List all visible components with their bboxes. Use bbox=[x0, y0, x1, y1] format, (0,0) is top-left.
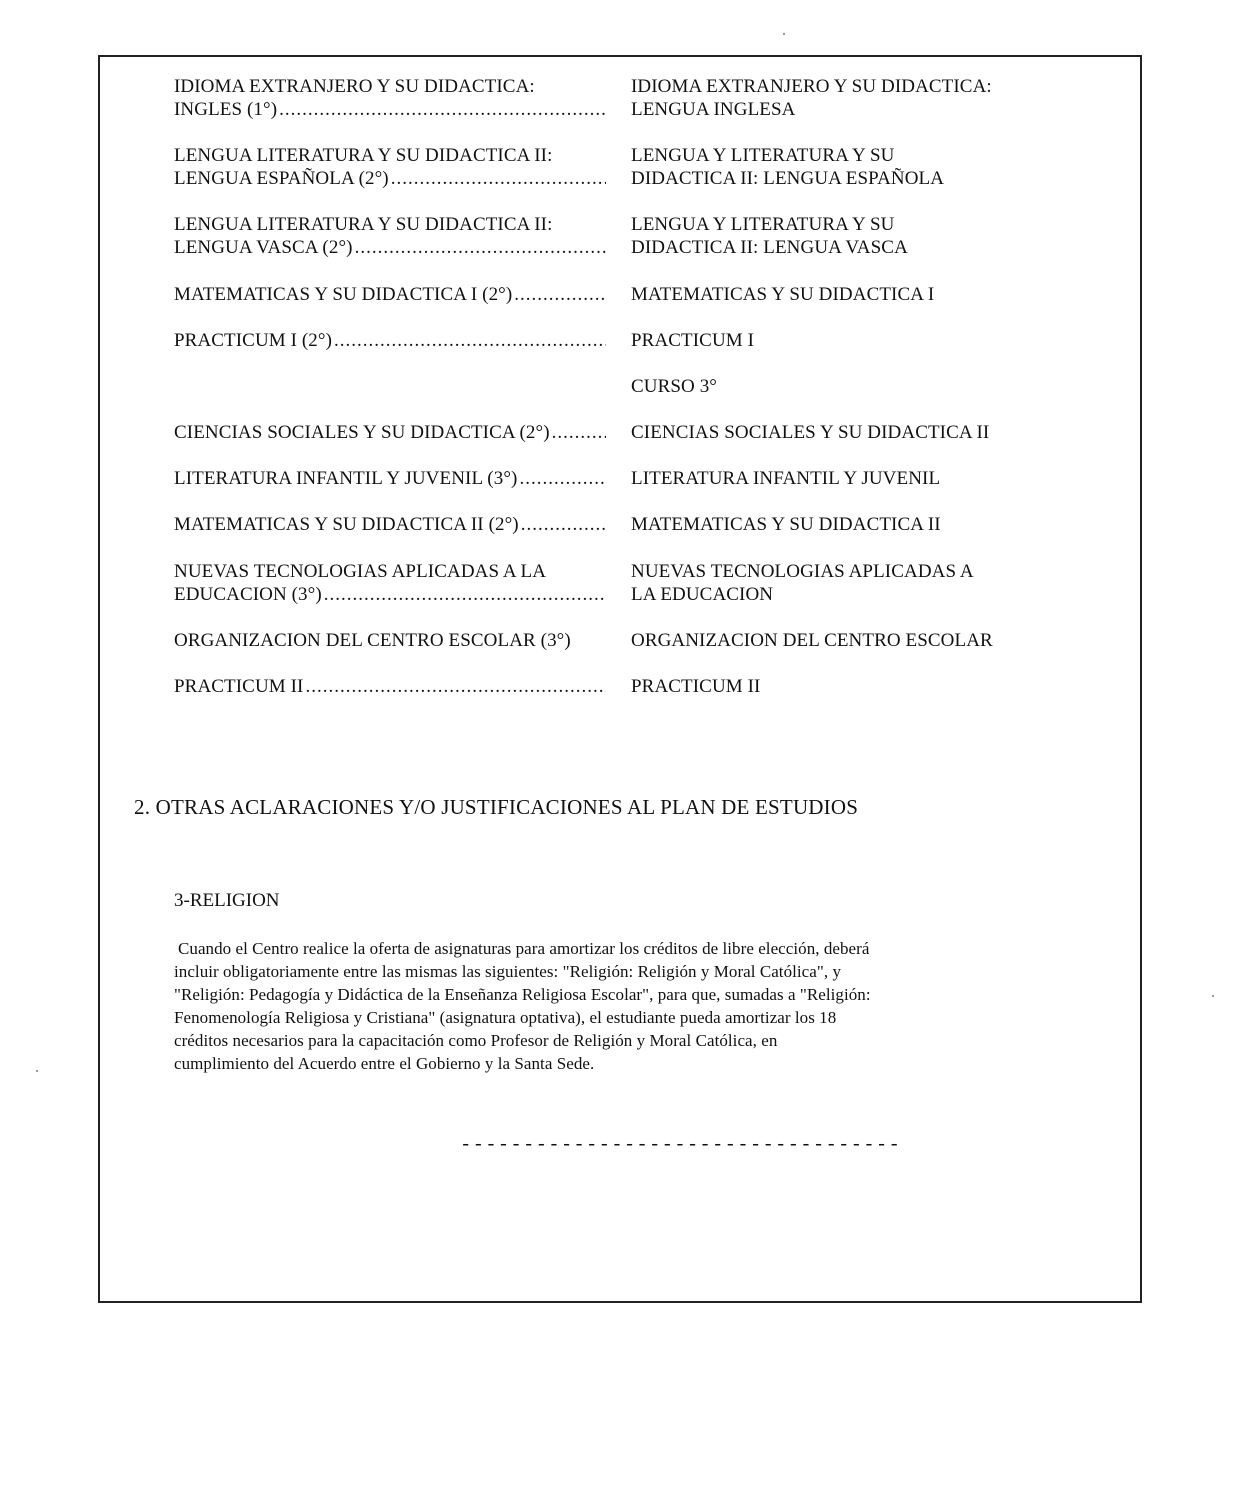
course-name: LA EDUCACION bbox=[631, 584, 774, 605]
new-course-cell bbox=[631, 283, 1051, 306]
course-name: DIDACTICA II: LENGUA ESPAÑOLA bbox=[631, 168, 945, 189]
scan-speck bbox=[783, 33, 785, 35]
course-name: MATEMATICAS Y SU DIDACTICA I bbox=[631, 284, 935, 305]
document-frame bbox=[98, 55, 1142, 1303]
course-name: CIENCIAS SOCIALES Y SU DIDACTICA II bbox=[631, 422, 990, 443]
dot-leader bbox=[552, 421, 606, 444]
course-name: PRACTICUM II bbox=[174, 676, 304, 697]
course-name: CIENCIAS SOCIALES Y SU DIDACTICA (2°) bbox=[174, 422, 550, 443]
paragraph-line: cumplimiento del Acuerdo entre el Gobierno y la Santa Sede. bbox=[174, 1054, 595, 1073]
course-name: INGLES (1°) bbox=[174, 99, 278, 120]
old-course-cell bbox=[174, 513, 606, 536]
old-course-cell bbox=[174, 213, 606, 259]
course-name: NUEVAS TECNOLOGIAS APLICADAS A bbox=[631, 561, 974, 582]
old-course-cell bbox=[174, 629, 606, 652]
new-course-cell bbox=[631, 213, 1051, 259]
course-name: PRACTICUM I bbox=[631, 330, 755, 351]
paragraph-line: "Religión: Pedagogía y Didáctica de la Enseñanza Religiosa Escolar", para que, sumadas a "Religión: bbox=[174, 985, 871, 1004]
new-course-cell bbox=[631, 144, 1051, 190]
old-course-cell bbox=[174, 421, 606, 444]
course-name: LENGUA Y LITERATURA Y SU bbox=[631, 145, 895, 166]
course-name: IDIOMA EXTRANJERO Y SU DIDACTICA: bbox=[174, 76, 535, 97]
dot-leader bbox=[324, 583, 606, 606]
course-name: LENGUA ESPAÑOLA (2°) bbox=[174, 168, 389, 189]
section-heading: 2. OTRAS ACLARACIONES Y/O JUSTIFICACIONES AL PLAN DE ESTUDIOS bbox=[134, 795, 859, 819]
course-name: ORGANIZACION DEL CENTRO ESCOLAR bbox=[631, 630, 993, 651]
dot-leader bbox=[279, 98, 606, 121]
scan-speck bbox=[1212, 995, 1214, 997]
old-course-cell bbox=[174, 75, 606, 121]
dot-leader bbox=[521, 513, 606, 536]
paragraph-line: Fenomenología Religiosa y Cristiana" (asignatura optativa), el estudiante pueda amortizar los 18 bbox=[174, 1008, 837, 1027]
course-name: PRACTICUM I (2°) bbox=[174, 330, 333, 351]
religion-paragraph bbox=[174, 937, 1054, 1075]
new-course-cell bbox=[631, 560, 1051, 606]
dot-leader bbox=[334, 329, 606, 352]
course-name: DIDACTICA II: LENGUA VASCA bbox=[631, 237, 908, 258]
course-year-label: CURSO 3° bbox=[631, 376, 718, 397]
course-name: LENGUA Y LITERATURA Y SU bbox=[631, 214, 895, 235]
course-name: LENGUA LITERATURA Y SU DIDACTICA II: bbox=[174, 214, 553, 235]
dot-leader bbox=[305, 675, 606, 698]
new-course-cell bbox=[631, 75, 1051, 121]
course-name: LENGUA VASCA (2°) bbox=[174, 237, 353, 258]
course-name: MATEMATICAS Y SU DIDACTICA I (2°) bbox=[174, 284, 513, 305]
old-course-cell bbox=[174, 560, 606, 606]
course-name: LITERATURA INFANTIL Y JUVENIL bbox=[631, 468, 941, 489]
course-name: LENGUA LITERATURA Y SU DIDACTICA II: bbox=[174, 145, 553, 166]
old-course-cell bbox=[174, 144, 606, 190]
course-name: PRACTICUM II bbox=[631, 676, 761, 697]
subsection-heading: 3-RELIGION bbox=[174, 890, 280, 911]
dot-leader bbox=[519, 467, 606, 490]
dashed-separator: ----------------------------------- bbox=[460, 1134, 902, 1156]
course-name: EDUCACION (3°) bbox=[174, 584, 322, 605]
paragraph-line: Cuando el Centro realice la oferta de asignaturas para amortizar los créditos de libre elección, deberá bbox=[178, 939, 870, 958]
new-course-cell bbox=[631, 467, 1051, 490]
old-course-cell bbox=[174, 675, 606, 698]
paragraph-line: créditos necesarios para la capacitación como Profesor de Religión y Moral Católica, en bbox=[174, 1031, 778, 1050]
scan-speck bbox=[36, 1070, 38, 1072]
course-year-heading bbox=[631, 375, 1051, 398]
course-name: ORGANIZACION DEL CENTRO ESCOLAR (3°) bbox=[174, 630, 571, 651]
new-course-cell bbox=[631, 329, 1051, 352]
course-name: IDIOMA EXTRANJERO Y SU DIDACTICA: bbox=[631, 76, 992, 97]
paragraph-line: incluir obligatoriamente entre las mismas las siguientes: "Religión: Religión y Moral Católica", y bbox=[174, 962, 842, 981]
new-course-cell bbox=[631, 513, 1051, 536]
dot-leader bbox=[355, 236, 606, 259]
old-course-cell bbox=[174, 467, 606, 490]
course-name: NUEVAS TECNOLOGIAS APLICADAS A LA bbox=[174, 561, 547, 582]
new-course-cell bbox=[631, 675, 1051, 698]
course-name: LENGUA INGLESA bbox=[631, 99, 796, 120]
old-course-cell bbox=[174, 283, 606, 306]
new-course-cell bbox=[631, 421, 1051, 444]
dot-leader bbox=[391, 167, 606, 190]
old-course-cell bbox=[174, 329, 606, 352]
course-name: MATEMATICAS Y SU DIDACTICA II bbox=[631, 514, 941, 535]
course-name: MATEMATICAS Y SU DIDACTICA II (2°) bbox=[174, 514, 519, 535]
new-course-cell bbox=[631, 629, 1051, 652]
course-name: LITERATURA INFANTIL Y JUVENIL (3°) bbox=[174, 468, 518, 489]
dot-leader bbox=[514, 283, 606, 306]
